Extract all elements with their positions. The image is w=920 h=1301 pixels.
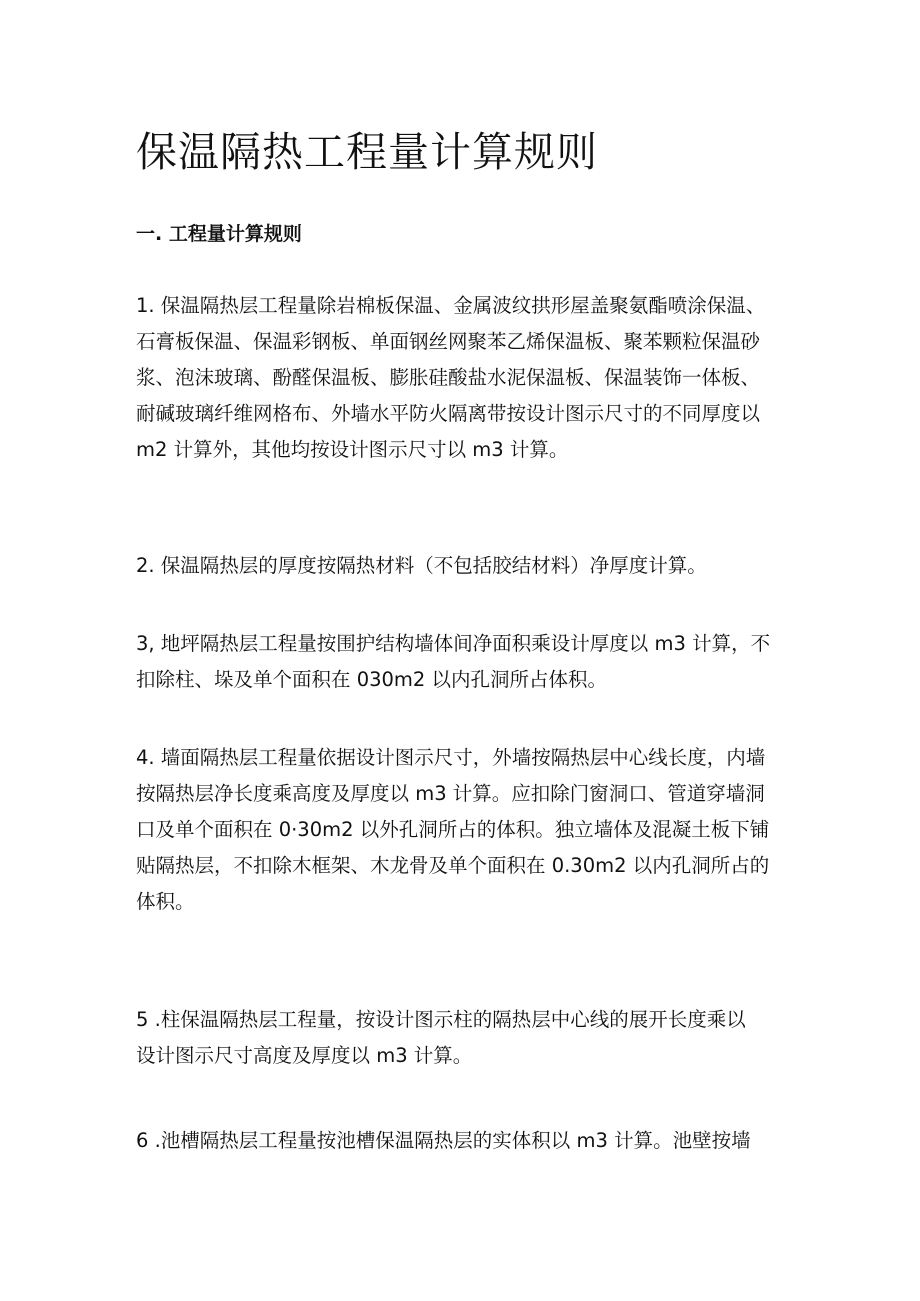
text-line: 口及单个面积在 0·30m2 以外孔洞所占的体积。独立墙体及混凝土板下铺 — [136, 818, 770, 841]
text-line: 3, 地坪隔热层工程量按围护结构墙体间净面积乘设计厚度以 m3 计算，不 — [136, 632, 771, 655]
text-line: 石膏板保温、保温彩钢板、单面钢丝网聚苯乙烯保温板、聚苯颗粒保温砂 — [136, 330, 761, 353]
text-line: 贴隔热层，不扣除木框架、木龙骨及单个面积在 0.30m2 以内孔洞所占的 — [136, 854, 770, 877]
section-heading: 一. 工程量计算规则 — [136, 223, 302, 245]
text-line: 设计图示尺寸高度及厚度以 m3 计算。 — [136, 1044, 473, 1067]
text-line: 1. 保温隔热层工程量除岩棉板保温、金属波纹拱形屋盖聚氨酯喷涂保温、 — [136, 294, 766, 317]
rule-paragraph-4 — [136, 740, 769, 920]
text-line: 5 .柱保温隔热层工程量，按设计图示柱的隔热层中心线的展开长度乘以 — [136, 1008, 746, 1031]
text-line: 浆、泡沫玻璃、酚醛保温板、膨胀硅酸盐水泥保温板、保温装饰一体板、 — [136, 366, 761, 389]
text-line: 体积。 — [136, 890, 195, 913]
text-line: 2. 保温隔热层的厚度按隔热材料（不包括胶结材料）净厚度计算。 — [136, 554, 707, 577]
text-line: m2 计算外，其他均按设计图示尺寸以 m3 计算。 — [136, 438, 569, 461]
text-line: 4. 墙面隔热层工程量依据设计图示尺寸，外墙按隔热层中心线长度，内墙 — [136, 746, 766, 769]
rule-paragraph-5 — [136, 1002, 746, 1074]
rule-paragraph-3 — [136, 626, 770, 698]
text-line: 耐碱玻璃纤维网格布、外墙水平防火隔离带按设计图示尺寸的不同厚度以 — [136, 402, 761, 425]
rule-paragraph-6 — [136, 1123, 751, 1159]
document-title: 保温隔热工程量计算规则 — [136, 128, 598, 176]
text-line: 扣除柱、垛及单个面积在 030m2 以内孔洞所占体积。 — [136, 668, 608, 691]
rule-paragraph-2 — [136, 548, 707, 584]
text-line: 6 .池槽隔热层工程量按池槽保温隔热层的实体积以 m3 计算。池壁按墙 — [136, 1129, 751, 1152]
text-line: 按隔热层净长度乘高度及厚度以 m3 计算。应扣除门窗洞口、管道穿墙洞 — [136, 782, 765, 805]
rule-paragraph-1 — [136, 288, 765, 468]
